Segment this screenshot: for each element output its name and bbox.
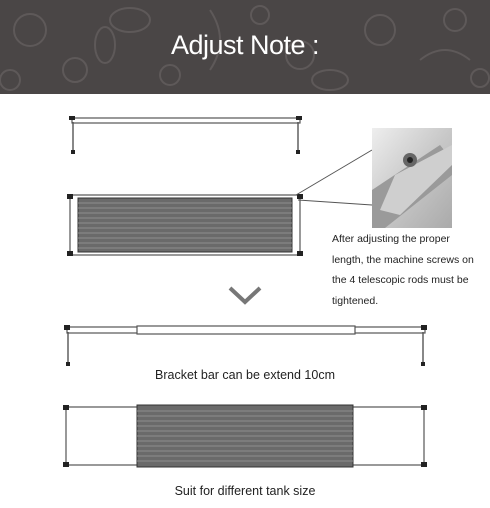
lamp-extended-top-view bbox=[63, 405, 427, 467]
lamp-top-view bbox=[67, 194, 303, 256]
adjust-note-text: After adjusting the proper length, the machine screws on the 4 telescopic rods must be tightened. bbox=[332, 233, 474, 307]
telescopic-rod-closeup bbox=[372, 128, 452, 228]
chevron-down-icon bbox=[230, 288, 260, 302]
bracket-side-view bbox=[69, 116, 302, 154]
page-title: Adjust Note : bbox=[170, 30, 320, 60]
tank-size-caption: Suit for different tank size bbox=[174, 484, 316, 498]
extend-caption: Bracket bar can be extend 10cm bbox=[155, 368, 335, 382]
bracket-extended-side-view bbox=[64, 325, 427, 366]
